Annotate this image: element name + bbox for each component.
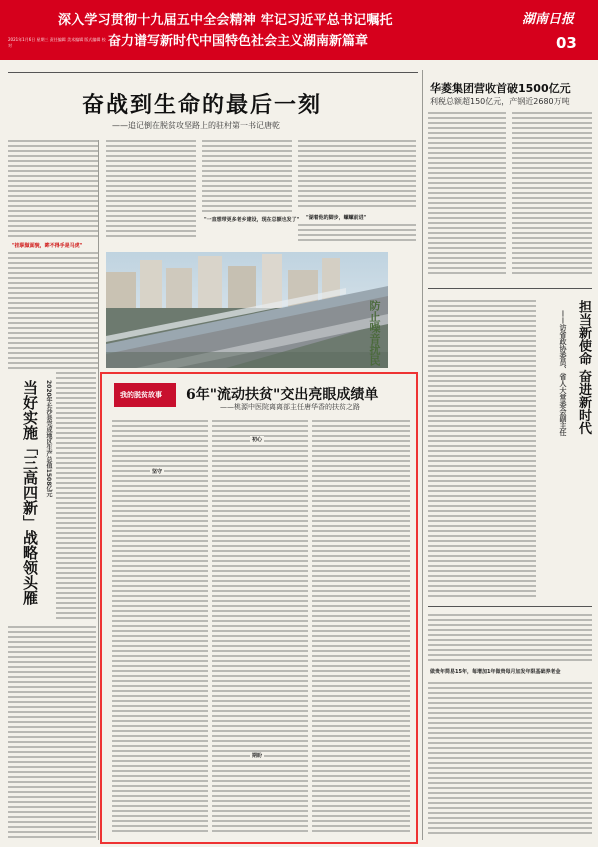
right-bottom-headline: 做贵年简易15年，每增加1年做贵每月加发年限基础养老金 [430, 669, 561, 675]
story-tag-label: 我的脱贫故事 [120, 391, 162, 399]
right-lower-text [428, 614, 592, 664]
boxed-story-subtitle: ——桃源中医院离离部主任唐华香的扶贫之路 [220, 403, 360, 411]
right-top-subtitle: 利税总额超150亿元，产钢近2680万吨 [430, 97, 570, 106]
main-story-subtitle: ——追记倒在脱贫攻坚路上的驻村第一书记唐乾 [112, 121, 280, 130]
boxed-subhead-2: 期盼 [252, 753, 263, 759]
main-story-text-col1b [8, 252, 98, 370]
main-story-title: 奋战到生命的最后一刻 [82, 92, 323, 118]
main-story-text-col2 [106, 140, 196, 240]
left-story-text-bottom [8, 626, 96, 842]
left-column-divider [98, 140, 99, 840]
right-vertical-headline: 担当新使命 奋进新时代 [576, 300, 591, 435]
main-story-text-col1 [8, 140, 98, 240]
newspaper-logo: 湖南日报 [522, 12, 575, 27]
right-column-divider [422, 70, 423, 840]
boxed-story-text-col2 [212, 420, 308, 838]
left-story-text [56, 372, 96, 622]
boxed-story-text-col1 [112, 420, 208, 838]
right-rule-2 [428, 606, 592, 607]
road-construction-photo [106, 252, 388, 368]
right-bottom-text [428, 682, 592, 840]
center-subhead-2: "湖着他的脚步，螺螺前进" [306, 215, 367, 221]
right-rule-1 [428, 288, 592, 289]
masthead-headline-1: 深入学习贯彻十九届五中全会精神 牢记习近平总书记嘱托 [58, 13, 393, 28]
photo-caption-title: 防止噪音扰民 [368, 300, 381, 366]
issue-meta: 2021年1月6日 星期三 责任编辑 美术编辑 版式编辑 校对 [8, 37, 106, 48]
right-top-title: 华菱集团营收首破1500亿元 [430, 82, 571, 95]
top-rule [8, 72, 418, 73]
left-section-head: "挂职做面貌，眸不得手是马虎" [12, 243, 83, 249]
masthead [0, 0, 598, 60]
boxed-subhead-0: 初心 [252, 437, 263, 443]
boxed-story-title: 6年"流动扶贫"交出亮眼成绩单 [186, 387, 379, 403]
boxed-subhead-1: 坚守 [152, 469, 163, 475]
masthead-headline-2: 奋力谱写新时代中国特色社会主义湖南新篇章 [108, 34, 369, 49]
page-number: 03 [556, 34, 577, 52]
right-vertical-deck: ——访省政协委员、省人大常委会副主任 [559, 310, 567, 436]
right-mid-text [428, 300, 536, 600]
main-story-text-col3 [202, 140, 292, 240]
main-story-text-col4 [298, 140, 416, 210]
left-vertical-deck: 2020年长沙县完成地区生产总值1508亿元 [45, 380, 52, 498]
right-top-text-col2 [512, 112, 592, 280]
story-tag [114, 383, 176, 407]
boxed-story-text-col3 [312, 420, 410, 838]
center-subhead-1: "一直想带更多老乡建设，现在总额也发了" [204, 217, 300, 223]
right-top-text-col1 [428, 112, 506, 280]
left-vertical-headline: 当好实施「三高四新」战略领头雁 [21, 380, 39, 605]
main-story-text-col4b [298, 224, 416, 246]
